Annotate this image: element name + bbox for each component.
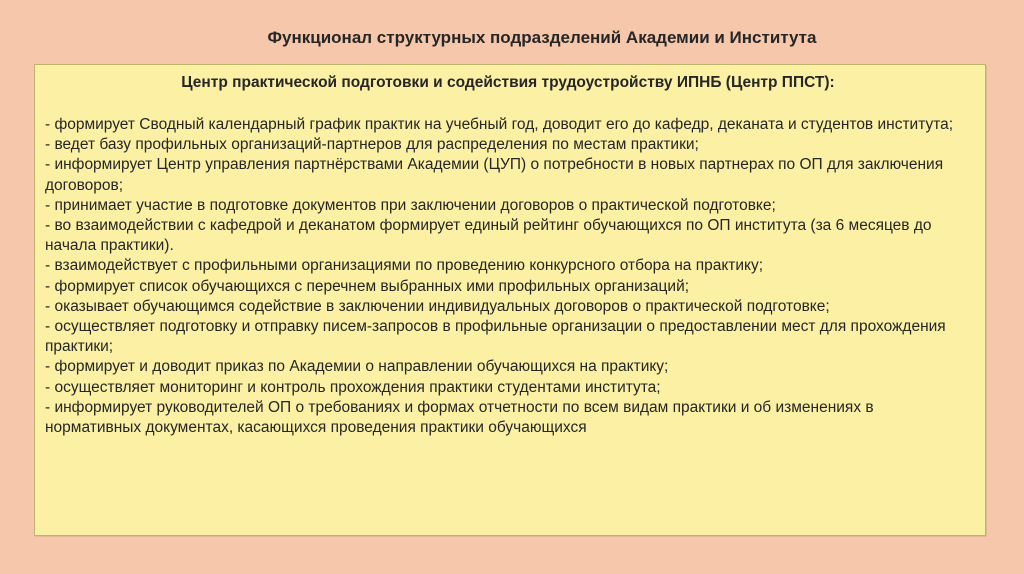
list-item: - во взаимодействии с кафедрой и деканатом формирует единый рейтинг обучающихся по ОП института (за 6 месяцев до начала практики). xyxy=(45,217,932,255)
list-item: - формирует Сводный календарный график практик на учебный год, доводит его до кафедр, деканата и студентов института; xyxy=(45,116,954,133)
list-item: - информирует руководителей ОП о требованиях и формах отчетности по всем видам практики и об изменениях в нормативных документах, касающихся проведения практики обучающихся xyxy=(45,398,874,437)
list-item: - ведет базу профильных организаций-партнеров для распределения по местам практики; xyxy=(45,136,699,154)
box-heading: Центр практической подготовки и содействия трудоустройству ИПНБ (Центр ППСТ): xyxy=(181,74,835,91)
list-item: - информирует Центр управления партнёрствами Академии (ЦУП) о потребности в новых партнерах по ОП для заключения договоров; xyxy=(45,156,944,194)
list-item: - формирует список обучающихся с перечнем выбранных ими профильных организаций; xyxy=(45,277,690,295)
duties-list xyxy=(45,115,971,438)
list-item: - оказывает обучающимся содействие в заключении индивидуальных договоров о практической подготовке; xyxy=(45,297,830,315)
slide-title: Функционал структурных подразделений Академии и Института xyxy=(267,28,817,47)
list-item: - формирует и доводит приказ по Академии о направлении обучающихся на практику; xyxy=(45,358,669,376)
list-item: - взаимодействует с профильными организациями по проведению конкурсного отбора на практику; xyxy=(45,257,764,275)
content-box xyxy=(34,64,986,536)
list-item: - осуществляет подготовку и отправку писем-запросов в профильные организации о предоставлении мест для прохождения практики; xyxy=(45,318,946,356)
list-item: - принимает участие в подготовке документов при заключении договоров о практической подготовке; xyxy=(45,196,776,214)
list-item: - осуществляет мониторинг и контроль прохождения практики студентами института; xyxy=(45,378,661,396)
